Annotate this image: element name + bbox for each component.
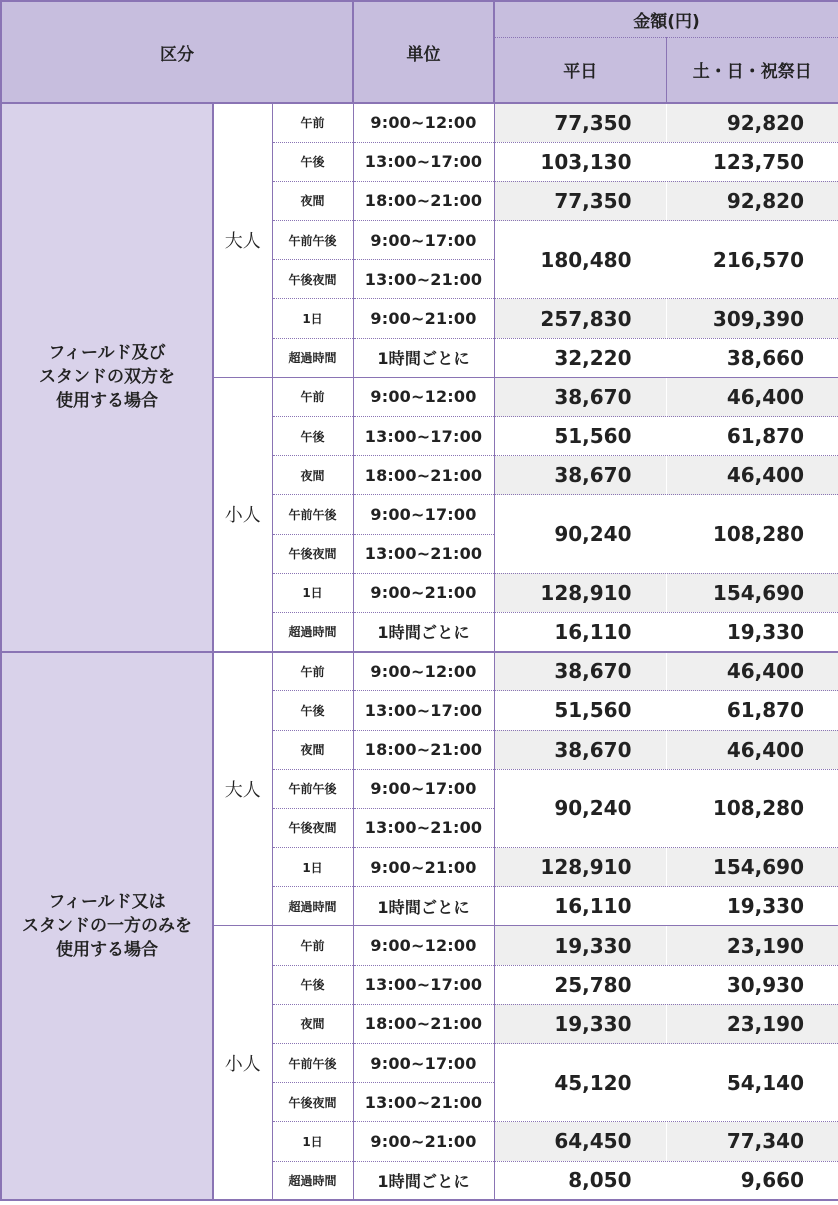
time-range: 9:00~12:00 bbox=[353, 652, 494, 691]
header-category: 区分 bbox=[1, 1, 353, 103]
weekday-price: 38,670 bbox=[494, 377, 666, 416]
weekend-price: 77,340 bbox=[666, 1122, 838, 1161]
table-row bbox=[1, 103, 838, 142]
header-weekday: 平日 bbox=[494, 37, 666, 103]
weekend-price: 154,690 bbox=[666, 573, 838, 612]
category-label-line: フィールド又は bbox=[48, 891, 166, 912]
time-range: 13:00~17:00 bbox=[353, 691, 494, 730]
weekday-price: 103,130 bbox=[494, 142, 666, 181]
weekend-price: 92,820 bbox=[666, 181, 838, 220]
weekend-price: 108,280 bbox=[666, 495, 838, 573]
weekend-price: 61,870 bbox=[666, 691, 838, 730]
slot-label: 午前午後 bbox=[272, 495, 353, 534]
time-range: 9:00~17:00 bbox=[353, 495, 494, 534]
category-label-line: 使用する場合 bbox=[56, 391, 158, 412]
slot-label: 夜間 bbox=[272, 1004, 353, 1043]
weekday-price: 45,120 bbox=[494, 1044, 666, 1122]
slot-label: 1日 bbox=[272, 573, 353, 612]
time-range: 9:00~21:00 bbox=[353, 848, 494, 887]
time-range: 18:00~21:00 bbox=[353, 456, 494, 495]
time-range: 9:00~17:00 bbox=[353, 221, 494, 260]
slot-label: 午前午後 bbox=[272, 769, 353, 808]
time-range: 1時間ごとに bbox=[353, 612, 494, 651]
age-label: 大人 bbox=[213, 652, 272, 926]
time-range: 1時間ごとに bbox=[353, 887, 494, 926]
weekend-price: 123,750 bbox=[666, 142, 838, 181]
slot-label: 午後 bbox=[272, 965, 353, 1004]
header-unit: 単位 bbox=[353, 1, 494, 103]
slot-label: 夜間 bbox=[272, 456, 353, 495]
time-range: 13:00~17:00 bbox=[353, 417, 494, 456]
weekend-price: 9,660 bbox=[666, 1161, 838, 1200]
slot-label: 午後夜間 bbox=[272, 534, 353, 573]
weekend-price: 216,570 bbox=[666, 221, 838, 299]
slot-label: 1日 bbox=[272, 848, 353, 887]
weekend-price: 23,190 bbox=[666, 1004, 838, 1043]
slot-label: 午後 bbox=[272, 142, 353, 181]
age-label: 小人 bbox=[213, 377, 272, 651]
weekday-price: 19,330 bbox=[494, 1004, 666, 1043]
weekend-price: 61,870 bbox=[666, 417, 838, 456]
weekday-price: 16,110 bbox=[494, 612, 666, 651]
category-label bbox=[1, 103, 213, 652]
weekday-price: 32,220 bbox=[494, 338, 666, 377]
slot-label: 午前 bbox=[272, 103, 353, 142]
slot-label: 1日 bbox=[272, 299, 353, 338]
weekday-price: 77,350 bbox=[494, 181, 666, 220]
time-range: 9:00~21:00 bbox=[353, 573, 494, 612]
weekday-price: 128,910 bbox=[494, 848, 666, 887]
time-range: 1時間ごとに bbox=[353, 338, 494, 377]
age-label: 小人 bbox=[213, 926, 272, 1200]
slot-label: 午後 bbox=[272, 417, 353, 456]
slot-label: 午前 bbox=[272, 377, 353, 416]
weekday-price: 19,330 bbox=[494, 926, 666, 965]
slot-label: 午前午後 bbox=[272, 221, 353, 260]
time-range: 18:00~21:00 bbox=[353, 1004, 494, 1043]
category-label-line: スタンドの一方のみを bbox=[22, 915, 192, 936]
weekend-price: 154,690 bbox=[666, 848, 838, 887]
weekday-price: 25,780 bbox=[494, 965, 666, 1004]
time-range: 13:00~17:00 bbox=[353, 965, 494, 1004]
time-range: 9:00~12:00 bbox=[353, 103, 494, 142]
slot-label: 1日 bbox=[272, 1122, 353, 1161]
weekday-price: 64,450 bbox=[494, 1122, 666, 1161]
weekday-price: 77,350 bbox=[494, 103, 666, 142]
weekday-price: 90,240 bbox=[494, 769, 666, 847]
slot-label: 超過時間 bbox=[272, 612, 353, 651]
time-range: 9:00~12:00 bbox=[353, 926, 494, 965]
weekday-price: 38,670 bbox=[494, 652, 666, 691]
time-range: 13:00~21:00 bbox=[353, 260, 494, 299]
weekend-price: 54,140 bbox=[666, 1044, 838, 1122]
slot-label: 超過時間 bbox=[272, 1161, 353, 1200]
time-range: 13:00~21:00 bbox=[353, 1083, 494, 1122]
weekday-price: 128,910 bbox=[494, 573, 666, 612]
weekday-price: 51,560 bbox=[494, 417, 666, 456]
weekend-price: 19,330 bbox=[666, 887, 838, 926]
time-range: 13:00~21:00 bbox=[353, 808, 494, 847]
slot-label: 夜間 bbox=[272, 181, 353, 220]
time-range: 9:00~21:00 bbox=[353, 1122, 494, 1161]
weekday-price: 180,480 bbox=[494, 221, 666, 299]
slot-label: 午後夜間 bbox=[272, 260, 353, 299]
slot-label: 夜間 bbox=[272, 730, 353, 769]
weekend-price: 23,190 bbox=[666, 926, 838, 965]
time-range: 18:00~21:00 bbox=[353, 181, 494, 220]
header-amount: 金額(円) bbox=[494, 1, 838, 37]
time-range: 13:00~17:00 bbox=[353, 142, 494, 181]
slot-label: 午後 bbox=[272, 691, 353, 730]
time-range: 13:00~21:00 bbox=[353, 534, 494, 573]
weekend-price: 108,280 bbox=[666, 769, 838, 847]
table-row bbox=[1, 652, 838, 691]
weekday-price: 51,560 bbox=[494, 691, 666, 730]
weekend-price: 46,400 bbox=[666, 730, 838, 769]
time-range: 9:00~21:00 bbox=[353, 299, 494, 338]
category-label-line: スタンドの双方を bbox=[39, 367, 175, 388]
slot-label: 超過時間 bbox=[272, 338, 353, 377]
category-label-line: 使用する場合 bbox=[56, 939, 158, 960]
slot-label: 午前午後 bbox=[272, 1044, 353, 1083]
weekend-price: 309,390 bbox=[666, 299, 838, 338]
time-range: 1時間ごとに bbox=[353, 1161, 494, 1200]
weekend-price: 30,930 bbox=[666, 965, 838, 1004]
slot-label: 午後夜間 bbox=[272, 808, 353, 847]
weekend-price: 46,400 bbox=[666, 652, 838, 691]
weekend-price: 92,820 bbox=[666, 103, 838, 142]
weekday-price: 38,670 bbox=[494, 730, 666, 769]
fee-table-body bbox=[1, 103, 838, 1200]
time-range: 18:00~21:00 bbox=[353, 730, 494, 769]
weekend-price: 46,400 bbox=[666, 456, 838, 495]
slot-label: 超過時間 bbox=[272, 887, 353, 926]
slot-label: 午前 bbox=[272, 926, 353, 965]
category-label-line: フィールド及び bbox=[48, 343, 166, 364]
weekday-price: 38,670 bbox=[494, 456, 666, 495]
weekend-price: 38,660 bbox=[666, 338, 838, 377]
weekend-price: 19,330 bbox=[666, 612, 838, 651]
time-range: 9:00~12:00 bbox=[353, 377, 494, 416]
weekday-price: 257,830 bbox=[494, 299, 666, 338]
header-weekend: 土・日・祝祭日 bbox=[666, 37, 838, 103]
weekend-price: 46,400 bbox=[666, 377, 838, 416]
weekday-price: 8,050 bbox=[494, 1161, 666, 1200]
time-range: 9:00~17:00 bbox=[353, 769, 494, 808]
weekday-price: 90,240 bbox=[494, 495, 666, 573]
category-label bbox=[1, 652, 213, 1201]
weekday-price: 16,110 bbox=[494, 887, 666, 926]
slot-label: 午後夜間 bbox=[272, 1083, 353, 1122]
time-range: 9:00~17:00 bbox=[353, 1044, 494, 1083]
slot-label: 午前 bbox=[272, 652, 353, 691]
age-label: 大人 bbox=[213, 103, 272, 377]
